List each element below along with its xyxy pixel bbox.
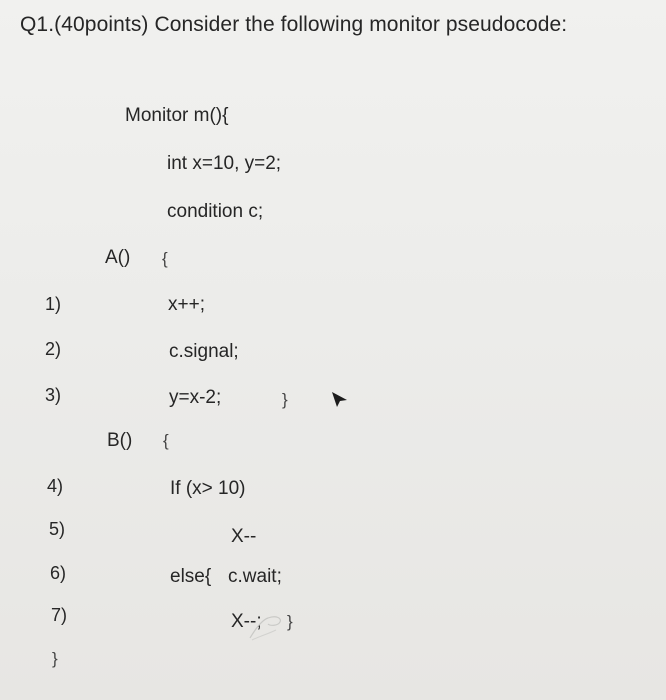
line-number-2: 2) <box>45 339 62 359</box>
procedure-a-open-brace: { <box>162 249 168 268</box>
line-number-1: 1) <box>45 294 62 314</box>
procedure-a-label: A() <box>105 247 131 268</box>
monitor-declaration: Monitor m(){ <box>125 105 229 126</box>
line-number-7: 7) <box>51 605 68 625</box>
line-number-5: 5) <box>49 519 66 539</box>
code-line-6-else: else{ <box>170 566 212 587</box>
variable-declaration: int x=10, y=2; <box>167 153 282 174</box>
line-number-6: 6) <box>50 563 67 583</box>
line-number-3: 3) <box>45 385 62 405</box>
code-line-2: c.signal; <box>169 341 239 362</box>
code-line-3: y=x-2; <box>169 387 222 408</box>
procedure-b-open-brace: { <box>163 431 169 450</box>
line-number-4: 4) <box>47 476 64 496</box>
pen-scribble-mark <box>238 606 298 651</box>
code-line-7-close-brace: } <box>287 612 293 631</box>
monitor-close-brace: } <box>52 649 58 668</box>
condition-declaration: condition c; <box>167 201 264 222</box>
code-line-4: If (x> 10) <box>170 478 246 499</box>
code-line-6-wait: c.wait; <box>228 566 282 587</box>
code-line-5: X-- <box>231 526 257 547</box>
code-line-7: X--; <box>231 611 262 632</box>
procedure-a-close-brace: } <box>282 390 288 409</box>
procedure-b-label: B() <box>107 430 133 451</box>
mouse-pointer-icon <box>330 391 348 414</box>
question-title: Q1.(40points) Consider the following monitor pseudocode: <box>20 13 568 36</box>
code-line-1: x++; <box>168 294 205 315</box>
